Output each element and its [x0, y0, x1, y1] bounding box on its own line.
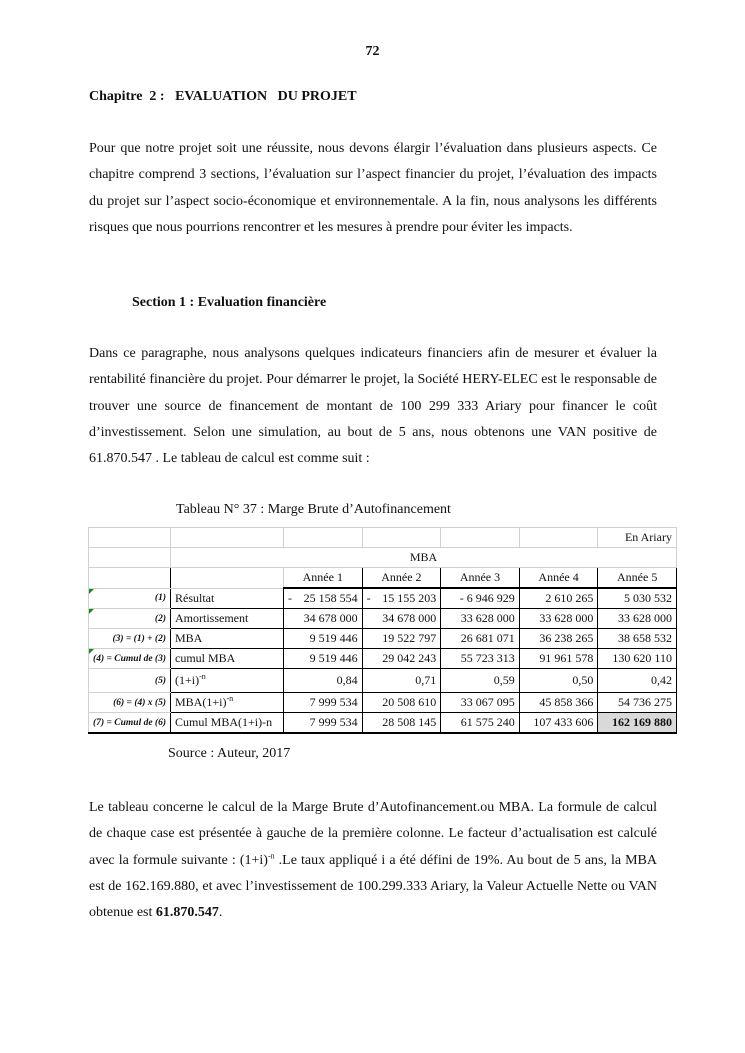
value-cell: [598, 669, 677, 693]
value-text: 33 628 000: [460, 611, 515, 625]
row-label: [171, 693, 284, 713]
value-cell: [284, 713, 363, 734]
row-label-exponent: -n: [226, 694, 234, 703]
value-cell: [519, 669, 598, 693]
table-row: [89, 693, 677, 713]
value-text: - 6 946 929: [459, 591, 515, 605]
value-cell: [441, 629, 520, 649]
value-cell: [284, 609, 363, 629]
value-cell: [362, 629, 441, 649]
value-cell: [362, 713, 441, 734]
value-cell: [441, 669, 520, 693]
formula-text: (7) = Cumul de (6): [93, 717, 166, 728]
value-cell: [362, 609, 441, 629]
table-row: [89, 669, 677, 693]
value-text: 5 030 532: [623, 591, 672, 605]
row-label-exponent: -n: [199, 672, 206, 681]
mba-table: [88, 527, 677, 734]
value-cell: [598, 609, 677, 629]
formula-text: (5): [154, 675, 166, 686]
conclusion-text-2: .Le taux appliqué i a été défini de 19%. Au bout de 5 ans, la MBA est de 162.169.880, et avec l’investissement de 100.299.333 Ariary, la Valeur Actuelle Nette ou VAN obtenue est: [89, 852, 657, 921]
year-header: Année 5: [598, 568, 677, 589]
value-text: 33 628 000: [539, 611, 594, 625]
formula-text: (3) = (1) + (2): [112, 633, 166, 644]
value-cell: [598, 693, 677, 713]
value-cell: [519, 693, 598, 713]
intro-paragraph: Pour que notre projet soit une réussite, nous devons élargir l’évaluation dans plusieurs aspects. Ce chapitre comprend 3 sections, l’évaluation sur l’aspect financier du projet, l’évaluation des impacts du projet sur l’aspect socio-économique et environnementale. A la fin, nous analysons les différents risques que nous pourrions rencontrer et les mesures à prendre pour éviter les impacts.: [89, 141, 657, 235]
value-text: 25 158 554: [303, 591, 358, 605]
value-cell: [284, 649, 363, 669]
table-caption: Tableau N° 37 : Marge Brute d’Autofinancement: [176, 502, 451, 517]
conclusion-text-1: Le tableau concerne le calcul de la Marge Brute d’Autofinancement.ou MBA. La formule de calcul de chaque case est présentée à gauche de la première colonne. Le facteur d’actualisation est calculé avec la formule suivante : (1+i): [89, 800, 657, 868]
formula-cell: [89, 649, 171, 669]
year-header: Année 2: [362, 568, 441, 589]
year-header: Année 1: [284, 568, 363, 589]
row-label: [171, 588, 284, 609]
value-cell: [284, 693, 363, 713]
conclusion-paragraph: [89, 795, 657, 926]
comment-marker-icon: [89, 589, 94, 594]
value-text: 0,50: [572, 673, 594, 687]
value-text: 54 736 275: [617, 695, 672, 709]
row-label-text: (1+i): [175, 673, 200, 687]
row-label: [171, 629, 284, 649]
year-header: Année 3: [441, 568, 520, 589]
table-row: [89, 588, 677, 609]
value-cell: [519, 629, 598, 649]
van-value: 61.870.547: [155, 905, 219, 921]
value-cell: [441, 693, 520, 713]
value-text: 91 961 578: [539, 651, 594, 665]
value-text: 33 067 095: [460, 695, 515, 709]
value-text: 7 999 534: [309, 695, 358, 709]
row-label-text: MBA: [175, 631, 203, 645]
section-title: Section 1 : Evaluation financière: [132, 295, 327, 310]
value-text: 28 508 145: [382, 715, 437, 729]
formula-cell: [89, 588, 171, 609]
value-text: 2 610 265: [545, 591, 594, 605]
value-cell: [598, 588, 677, 609]
value-text: 130 620 110: [612, 651, 672, 665]
financial-paragraph: Dans ce paragraphe, nous analysons quelques indicateurs financiers afin de mesurer et évaluer la rentabilité financière du projet. Pour démarrer le projet, la Société HERY-ELEC est le responsable de trouver une source de financement de montant de 100 299 333 Ariary pour financer le coût d’investissement. Selon une simulation, au bout de 5 ans, nous obtenons une VAN positive de 61.870.547 . Le tableau de calcul est comme suit :: [89, 346, 657, 467]
conclusion-exponent: -n: [267, 850, 275, 860]
value-text: 9 519 446: [309, 631, 358, 645]
unit-label: En Ariary: [598, 528, 677, 548]
value-cell: [441, 609, 520, 629]
value-text: 0,42: [650, 673, 672, 687]
value-cell: [519, 713, 598, 734]
row-label: [171, 609, 284, 629]
value-cell: [362, 693, 441, 713]
value-text: 7 999 534: [309, 715, 358, 729]
comment-marker-icon: [89, 609, 94, 614]
row-label-text: Cumul MBA(1+i)-n: [175, 715, 273, 729]
row-label: [171, 649, 284, 669]
value-cell: [441, 649, 520, 669]
value-text: 36 238 265: [539, 631, 594, 645]
conclusion-end: .: [218, 905, 223, 921]
value-text: 34 678 000: [382, 611, 437, 625]
value-text: 20 508 610: [382, 695, 437, 709]
value-text: 162 169 880: [611, 715, 672, 729]
year-header: Année 4: [519, 568, 598, 589]
formula-text: (4) = Cumul de (3): [93, 653, 166, 664]
table-row: [89, 713, 677, 734]
formula-cell: [89, 713, 171, 734]
value-cell: [284, 588, 363, 609]
formula-cell: [89, 629, 171, 649]
row-label-text: Résultat: [175, 590, 215, 605]
row-label-text: MBA(1+i): [175, 695, 227, 709]
value-text: 15 155 203: [382, 591, 437, 605]
table-row: [89, 609, 677, 629]
value-cell: [598, 649, 677, 669]
value-text: 45 858 366: [539, 695, 594, 709]
row-label: [171, 669, 284, 693]
mba-group-header: MBA: [171, 548, 677, 568]
table-row: [89, 629, 677, 649]
value-text: 34 678 000: [303, 611, 358, 625]
value-text: 33 628 000: [617, 611, 672, 625]
formula-cell: [89, 669, 171, 693]
value-cell: [362, 669, 441, 693]
table-row: [89, 649, 677, 669]
row-label-text: cumul MBA: [175, 651, 236, 665]
value-cell: [441, 713, 520, 734]
formula-cell: [89, 609, 171, 629]
value-cell: [598, 713, 677, 734]
chapter-title: Chapitre 2 : EVALUATION DU PROJET: [89, 89, 357, 104]
value-cell: [519, 609, 598, 629]
value-cell: [519, 649, 598, 669]
row-label-text: Amortissement: [175, 611, 249, 625]
value-text: 107 433 606: [533, 715, 594, 729]
comment-marker-icon: [89, 649, 94, 654]
value-cell: [519, 588, 598, 609]
value-cell: [284, 629, 363, 649]
formula-text: (1): [154, 593, 166, 604]
value-text: 29 042 243: [382, 651, 437, 665]
value-text: 0,71: [415, 673, 437, 687]
value-cell: [598, 629, 677, 649]
value-text: 61 575 240: [460, 715, 515, 729]
value-text: 19 522 797: [382, 631, 437, 645]
value-cell: [362, 649, 441, 669]
table-source: Source : Auteur, 2017: [168, 746, 291, 761]
row-label: [171, 713, 284, 734]
value-cell: [284, 669, 363, 693]
value-cell: [362, 588, 441, 609]
formula-text: (6) = (4) x (5): [113, 697, 166, 708]
negative-sign: -: [288, 591, 292, 605]
value-text: 38 658 532: [617, 631, 672, 645]
value-text: 0,59: [493, 673, 515, 687]
value-cell: [441, 588, 520, 609]
page-number: 72: [365, 44, 380, 59]
value-text: 0,84: [336, 673, 358, 687]
negative-sign: -: [366, 591, 371, 605]
value-text: 55 723 313: [460, 651, 515, 665]
formula-text: (2): [154, 613, 166, 624]
mba-table-container: [88, 527, 676, 734]
value-text: 9 519 446: [309, 651, 358, 665]
formula-cell: [89, 693, 171, 713]
value-text: 26 681 071: [460, 631, 515, 645]
